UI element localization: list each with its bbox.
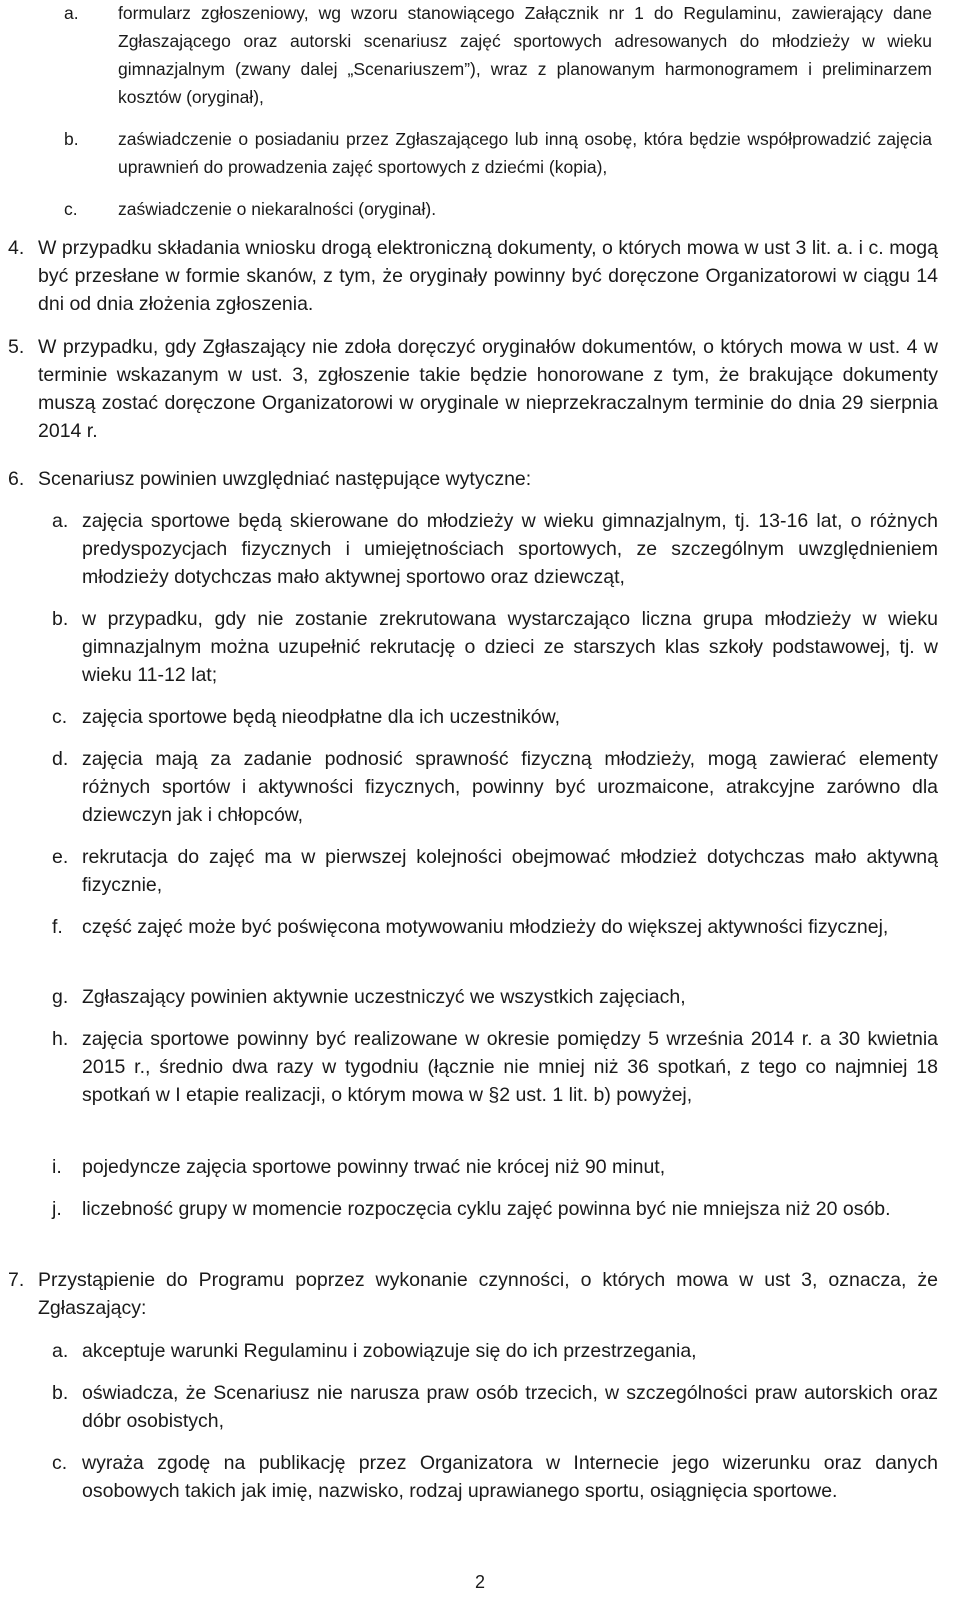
list-item-text: W przypadku składania wniosku drogą elektroniczną dokumenty, o których mowa w ust 3 lit. a. i c. mogą być przesłane w formie skanów, z tym, że oryginały powinny być doręczone Organizatorowi w ciągu 14 dni od dnia złożenia zgłoszenia.	[38, 237, 938, 315]
list-item	[52, 1379, 938, 1435]
list-item-label: i.	[52, 1156, 62, 1178]
list-item	[52, 507, 938, 591]
list-item-label: b.	[52, 1382, 69, 1404]
list-item-label: f.	[52, 916, 63, 938]
list-item	[8, 465, 938, 493]
list-item-text: Przystąpienie do Programu poprzez wykonanie czynności, o których mowa w ust 3, oznacza, że Zgłaszający:	[38, 1269, 938, 1319]
list-item-text: zajęcia mają za zadanie podnosić sprawność fizyczną młodzieży, mogą zawierać elementy różnych sportów i aktywności fizycznych, powinny być urozmaicone, atrakcyjne zarówno dla dziewczyn jak i chłopców,	[82, 748, 938, 826]
list-item-label: c.	[52, 706, 68, 728]
list-item-label: c.	[52, 1452, 68, 1474]
list-item-text: w przypadku, gdy nie zostanie zrekrutowana wystarczająco liczna grupa młodzieży w wieku gimnazjalnym można uzupełnić rekrutację o dzieci ze starszych klas szkoły podstawowej, tj. w wieku 11-12 lat;	[82, 608, 938, 686]
list-item	[52, 1025, 938, 1109]
list-item-label: c.	[64, 199, 78, 219]
list-item-label: j.	[52, 1198, 62, 1220]
list-item-label: a.	[52, 510, 69, 532]
list-item	[52, 703, 938, 731]
list-item-text: zajęcia sportowe będą nieodpłatne dla ich uczestników,	[82, 706, 561, 728]
list-item-text: oświadcza, że Scenariusz nie narusza praw osób trzecich, w szczególności praw autorskich oraz dóbr osobistych,	[82, 1382, 938, 1432]
page-number: 2	[474, 1572, 485, 1592]
list-item-label: a.	[64, 3, 79, 23]
list-item	[52, 1337, 938, 1365]
list-item-text: rekrutacja do zajęć ma w pierwszej kolejności obejmować młodzież dotychczas mało aktywną fizycznie,	[82, 846, 938, 896]
list-item-text: zajęcia sportowe będą skierowane do młodzieży w wieku gimnazjalnym, tj. 13-16 lat, o różnych predyspozycjach fizycznych i umiejętnościach sportowych, ze szczególnym uwzględnieniem młodzieży dotychczas mało aktywnej sportowo oraz dziewcząt,	[82, 510, 938, 588]
list-item-label: 7.	[8, 1269, 25, 1291]
list-item-text: Scenariusz powinien uwzględniać następujące wytyczne:	[38, 468, 532, 490]
list-item-text: W przypadku, gdy Zgłaszający nie zdoła doręczyć oryginałów dokumentów, o których mowa w ust. 4 w terminie wskazanym w ust. 3, zgłoszenie takie będzie honorowane z tym, że brakujące dokumenty muszą zostać doręczone Organizatorowi w oryginale w nieprzekraczalnym terminie do dnia 29 sierpnia 2014 r.	[38, 336, 938, 442]
list-item-text: akceptuje warunki Regulaminu i zobowiązuje się do ich przestrzegania,	[82, 1340, 697, 1362]
list-item	[8, 333, 938, 445]
list-item-label: g.	[52, 986, 69, 1008]
list-item-label: h.	[52, 1028, 69, 1050]
list-item-label: a.	[52, 1340, 69, 1362]
list-item	[52, 1195, 938, 1223]
list-item	[8, 234, 938, 318]
list-item	[52, 843, 938, 899]
list-item	[52, 605, 938, 689]
list-item	[52, 913, 938, 941]
list-item	[64, 195, 932, 223]
list-item-text: wyraża zgodę na publikację przez Organizatora w Internecie jego wizerunku oraz danych osobowych takich jak imię, nazwisko, rodzaj uprawianego sportu, osiągnięcia sportowe.	[82, 1452, 938, 1502]
list-item-label: 5.	[8, 336, 25, 358]
list-item-label: d.	[52, 748, 69, 770]
list-item-label: b.	[52, 608, 69, 630]
list-item	[52, 1449, 938, 1505]
list-item	[52, 745, 938, 829]
list-item-text: zajęcia sportowe powinny być realizowane w okresie pomiędzy 5 września 2014 r. a 30 kwietnia 2015 r., średnio dwa razy w tygodniu (łącznie nie mniej niż 36 spotkań, z tego co najmniej 18 spotkań w I etapie realizacji, o którym mowa w §2 ust. 1 lit. b) powyżej,	[82, 1028, 938, 1106]
list-item	[64, 0, 932, 111]
list-item-text: pojedyncze zajęcia sportowe powinny trwać nie krócej niż 90 minut,	[82, 1156, 666, 1178]
list-item-label: 6.	[8, 468, 25, 490]
list-item	[8, 1266, 938, 1322]
list-item-text: zaświadczenie o niekaralności (oryginał).	[118, 199, 437, 219]
list-item-text: liczebność grupy w momencie rozpoczęcia cyklu zajęć powinna być nie mniejsza niż 20 osób.	[82, 1198, 891, 1220]
list-item-text: zaświadczenie o posiadaniu przez Zgłaszającego lub inną osobę, która będzie współprowadzić zajęcia uprawnień do prowadzenia zajęć sportowych z dziećmi (kopia),	[118, 129, 932, 177]
list-item	[64, 125, 932, 181]
list-item-label: e.	[52, 846, 69, 868]
list-item-label: b.	[64, 129, 79, 149]
list-item-text: część zajęć może być poświęcona motywowaniu młodzieży do większej aktywności fizycznej,	[82, 916, 889, 938]
list-item-label: 4.	[8, 237, 25, 259]
list-item	[52, 1153, 938, 1181]
list-item	[52, 983, 938, 1011]
list-item-text: Zgłaszający powinien aktywnie uczestniczyć we wszystkich zajęciach,	[82, 986, 686, 1008]
list-item-text: formularz zgłoszeniowy, wg wzoru stanowiącego Załącznik nr 1 do Regulaminu, zawierający dane Zgłaszającego oraz autorski scenariusz zajęć sportowych adresowanych do młodzieży w wieku gimnazjalnym (zwany dalej „Scenariuszem”), wraz z planowanym harmonogramem i preliminarzem kosztów (oryginał),	[118, 3, 932, 107]
